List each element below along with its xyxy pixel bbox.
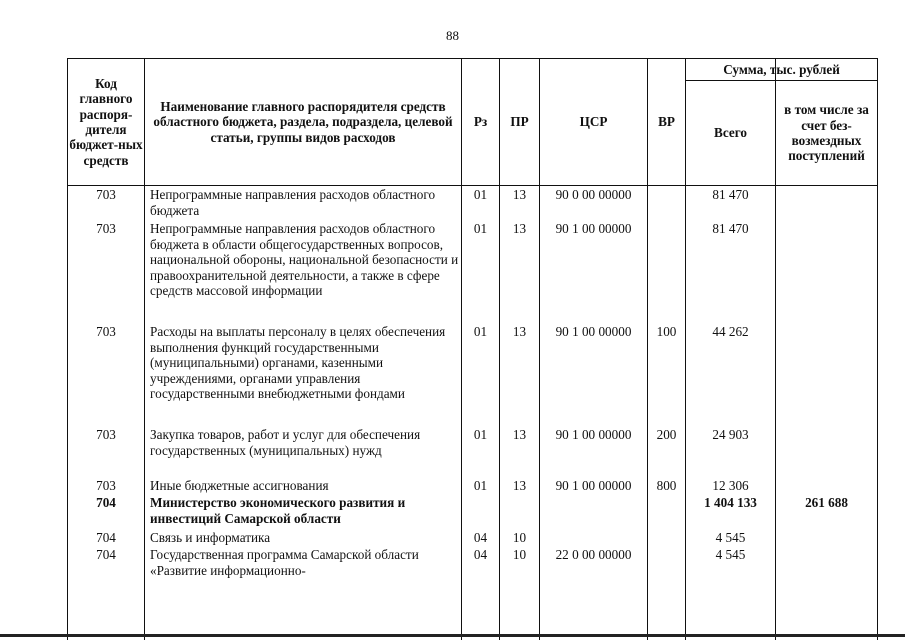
- header-total: Всего: [714, 125, 747, 141]
- row-6-total: 1 404 133: [704, 495, 757, 510]
- row-1-total: 81 470: [712, 187, 749, 202]
- header-sum: Сумма, тыс. рублей: [723, 61, 840, 77]
- row-2-rz: 01: [473, 221, 488, 236]
- row-8-csr: 22 0 00 00000: [555, 547, 632, 562]
- header-code: Код главного распоря-дителя бюджет-ных средств: [69, 75, 143, 168]
- row-7-total: 4 545: [715, 530, 746, 545]
- row-2-name: Непрограммные направления расходов областного бюджета в области общегосударственных вопросов, национальной обороны, национальной безопасности и правоохранительной деятельности, а также в сфере средств массовой информации: [150, 221, 459, 299]
- row-6-name: Министерство экономического развития и инвестиций Самарской области: [150, 495, 406, 526]
- row-6-code: 704: [96, 495, 116, 510]
- row-1-pr: 13: [512, 187, 527, 202]
- row-2-code: 703: [96, 221, 116, 236]
- row-7-rz: 04: [473, 530, 488, 545]
- row-4-total: 24 903: [712, 427, 749, 442]
- row-3-pr: 13: [512, 324, 527, 339]
- row-5-code: 703: [96, 478, 116, 493]
- row-1-code: 703: [96, 187, 116, 202]
- row-8-pr: 10: [512, 547, 527, 562]
- header-csr: ЦСР: [579, 114, 608, 130]
- row-1-name: Непрограммные направления расходов областного бюджета: [150, 187, 436, 218]
- row-3-name: Расходы на выплаты персоналу в целях обеспечения выполнения функций государственными (муниципальными) органами, казенными учреждениями, органами управления государственными внебюджетными фондами: [150, 324, 446, 402]
- header-vr: ВР: [658, 114, 675, 130]
- row-3-vr: 100: [656, 324, 677, 339]
- row-2-total: 81 470: [712, 221, 749, 236]
- header-name: Наименование главного распорядителя средств областного бюджета, раздела, подраздела, целевой статьи, группы видов расходов: [153, 98, 453, 145]
- header-incl: в том числе за счет без-возмездных поступлений: [784, 102, 869, 164]
- header-rz: Рз: [473, 114, 488, 130]
- row-7-code: 704: [96, 530, 116, 545]
- row-4-vr: 200: [656, 427, 677, 442]
- row-4-csr: 90 1 00 00000: [555, 427, 632, 442]
- budget-table: [67, 58, 878, 640]
- row-3-csr: 90 1 00 00000: [555, 324, 632, 339]
- row-4-rz: 01: [473, 427, 488, 442]
- row-3-total: 44 262: [712, 324, 749, 339]
- row-7-pr: 10: [512, 530, 527, 545]
- page-number: 88: [446, 28, 459, 43]
- row-5-csr: 90 1 00 00000: [555, 478, 632, 493]
- row-8-name: Государственная программа Самарской области «Развитие информационно-: [150, 547, 419, 578]
- row-4-code: 703: [96, 427, 116, 442]
- row-1-rz: 01: [473, 187, 488, 202]
- row-5-vr: 800: [656, 478, 677, 493]
- row-3-rz: 01: [473, 324, 488, 339]
- row-5-pr: 13: [512, 478, 527, 493]
- scan-bottom-edge: [0, 634, 905, 637]
- row-2-pr: 13: [512, 221, 527, 236]
- row-4-name: Закупка товаров, работ и услуг для обеспечения государственных (муниципальных) нужд: [150, 427, 421, 458]
- row-8-code: 704: [96, 547, 116, 562]
- row-6-incl: 261 688: [805, 495, 848, 510]
- row-8-rz: 04: [473, 547, 488, 562]
- row-5-rz: 01: [473, 478, 488, 493]
- row-5-name: Иные бюджетные ассигнования: [150, 478, 329, 493]
- row-1-csr: 90 0 00 00000: [555, 187, 632, 202]
- header-pr: ПР: [510, 114, 529, 130]
- row-8-total: 4 545: [715, 547, 746, 562]
- row-5-total: 12 306: [712, 478, 749, 493]
- row-7-name: Связь и информатика: [150, 530, 271, 545]
- row-2-csr: 90 1 00 00000: [555, 221, 632, 236]
- row-4-pr: 13: [512, 427, 527, 442]
- row-3-code: 703: [96, 324, 116, 339]
